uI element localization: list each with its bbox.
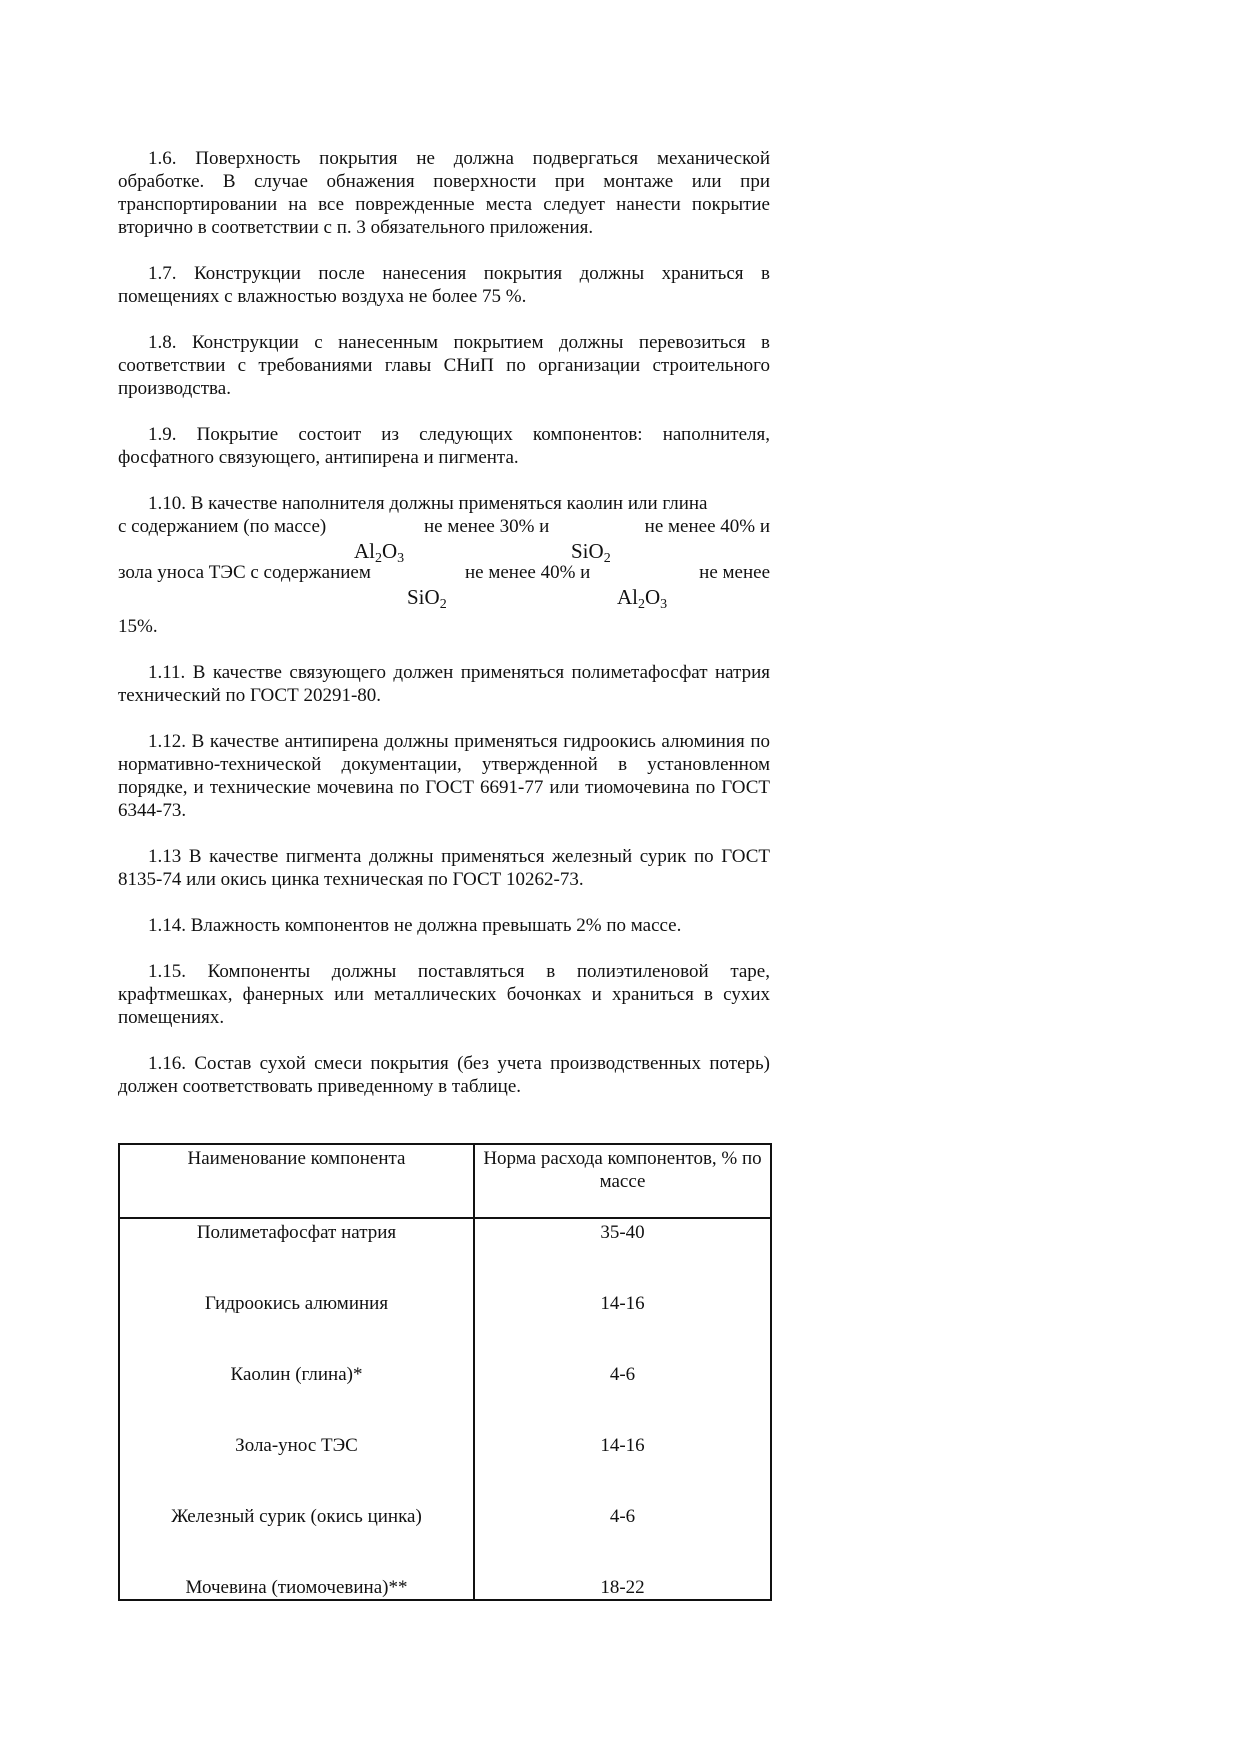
paragraph-1-8: 1.8. Конструкции с нанесенным покрытием должны перевозиться в соответствии с требованиями главы СНиП по организации строительного производства. bbox=[118, 332, 770, 399]
paragraph-1-16: 1.16. Состав сухой смеси покрытия (без учета производственных потерь) должен соответствовать приведенному в таблице. bbox=[118, 1053, 770, 1097]
paragraph-1-13: 1.13 В качестве пигмента должны применяться железный сурик по ГОСТ 8135-74 или окись цинка техническая по ГОСТ 10262-73. bbox=[118, 846, 770, 890]
component-name: Полиметафосфат натрия bbox=[119, 1218, 474, 1290]
paragraph-1-10-line-2 bbox=[118, 515, 770, 538]
paragraph-1-12: 1.12. В качестве антипирена должны применяться гидроокись алюминия по нормативно-технической документации, утвержденной в установленном порядке, и технические мочевина по ГОСТ 6691-77 или тиомочевина по ГОСТ 6344-73. bbox=[118, 731, 770, 821]
table-row bbox=[119, 1361, 771, 1432]
table-row bbox=[119, 1503, 771, 1574]
ash-silica-min-text: не менее 40% и bbox=[465, 562, 591, 583]
component-rate: 4-6 bbox=[609, 1364, 636, 1385]
table-header-row bbox=[119, 1144, 771, 1218]
paragraph-1-9: 1.9. Покрытие состоит из следующих компонентов: наполнителя, фосфатного связующего, антипирена и пигмента. bbox=[118, 424, 770, 468]
filler-content-text: с содержанием (по массе) bbox=[118, 516, 327, 537]
formula-row-2 bbox=[118, 584, 770, 610]
component-rate: 35-40 bbox=[600, 1222, 645, 1243]
component-rate: 14-16 bbox=[600, 1435, 645, 1456]
table-row bbox=[119, 1432, 771, 1503]
component-name: Зола-унос ТЭС bbox=[119, 1432, 474, 1503]
component-rate: 14-16 bbox=[600, 1293, 645, 1314]
alumina-min-text: не менее 30% и bbox=[424, 516, 550, 537]
ash-alumina-min-text: не менее bbox=[699, 562, 770, 583]
component-name: Каолин (глина)* bbox=[119, 1361, 474, 1432]
component-rate: 18-22 bbox=[600, 1577, 645, 1598]
component-rate: 4-6 bbox=[609, 1506, 636, 1527]
paragraph-1-10-end: 15%. bbox=[118, 616, 158, 637]
ash-content-text: зола уноса ТЭС с содержанием bbox=[118, 562, 371, 583]
document-page bbox=[118, 147, 770, 1601]
component-name: Гидроокись алюминия bbox=[119, 1290, 474, 1361]
composition-table bbox=[118, 1143, 772, 1601]
table-row bbox=[119, 1574, 771, 1600]
paragraph-1-10-line-1: 1.10. В качестве наполнителя должны применяться каолин или глина bbox=[148, 493, 708, 514]
header-consumption-rate: Норма расхода компонентов, % по массе bbox=[474, 1144, 771, 1218]
table-row bbox=[119, 1218, 771, 1290]
silica-formula: SiO$_2$ bbox=[571, 539, 611, 566]
alumina-formula: $Al_2O_3$ bbox=[354, 539, 405, 566]
paragraph-1-11: 1.11. В качестве связующего должен применяться полиметафосфат натрия технический по ГОСТ 20291-80. bbox=[118, 662, 770, 706]
component-name: Мочевина (тиомочевина)** bbox=[119, 1574, 474, 1600]
table-row bbox=[119, 1290, 771, 1361]
silica-min-text: не менее 40% и bbox=[644, 516, 770, 537]
paragraph-1-10 bbox=[118, 492, 770, 638]
header-component-name: Наименование компонента bbox=[119, 1144, 474, 1218]
paragraph-1-6: 1.6. Поверхность покрытия не должна подвергаться механической обработке. В случае обнажения поверхности при монтаже или при транспортировании на все поврежденные места следует нанести покрытие вторично в соответствии с п. 3 обязательного приложения. bbox=[118, 148, 770, 238]
ash-silica-formula: SiO$_2$ bbox=[407, 585, 447, 612]
ash-alumina-formula: $Al_2O_3$ bbox=[617, 585, 668, 612]
paragraph-1-10-line-3 bbox=[118, 561, 770, 584]
paragraph-1-14: 1.14. Влажность компонентов не должна превышать 2% по массе. bbox=[148, 915, 682, 936]
paragraph-1-15: 1.15. Компоненты должны поставляться в полиэтиленовой таре, крафтмешках, фанерных или металлических бочонках и храниться в сухих помещениях. bbox=[118, 961, 770, 1028]
paragraph-1-7: 1.7. Конструкции после нанесения покрытия должны храниться в помещениях с влажностью воздуха не более 75 %. bbox=[118, 263, 770, 307]
component-name: Железный сурик (окись цинка) bbox=[119, 1503, 474, 1574]
